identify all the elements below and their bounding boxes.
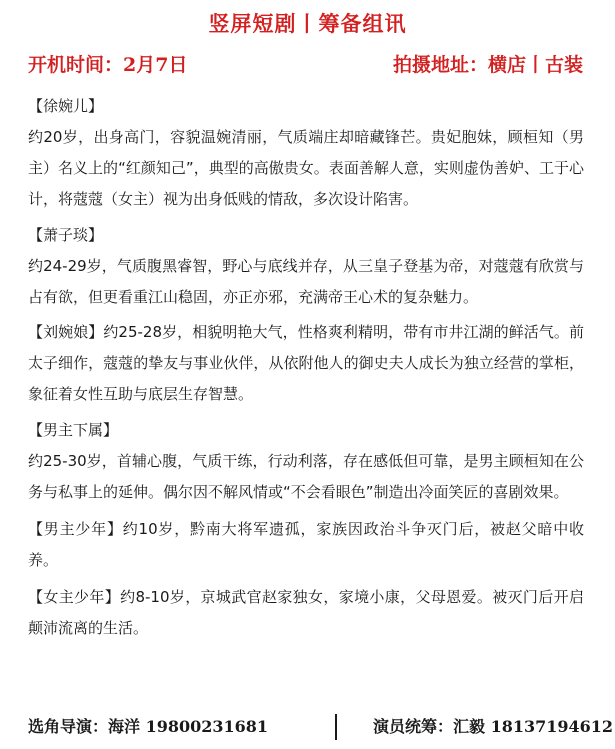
contact-footer xyxy=(28,714,614,744)
start-time: 开机时间：2月7日 xyxy=(28,54,188,76)
role-description-text: 约25-28岁，相貌明艳大气，性格爽利精明，带有市井江湖的鲜活气。前太子细作，蔻蔻的挚友与事业伙伴，从依附他人的御史夫人成长为独立经营的掌柜，象征着女性互助与底层生存智慧。 xyxy=(28,323,584,403)
role-list xyxy=(28,92,584,644)
shoot-location: 拍摄地址：横店丨古装 xyxy=(392,54,583,76)
role-description: 约24-29岁，气质腹黑睿智，野心与底线并存，从三皇子登基为帝，对蔻蔻有欣赏与占有欲，但更看重江山稳固，亦正亦邪，充满帝王心术的复杂魅力。 xyxy=(28,257,584,306)
role-description: 约20岁，出身高门，容貌温婉清丽，气质端庄却暗藏锋芒。贵妃胞妹，顾桓知（男主）名义上的“红颜知己”，典型的高傲贵女。表面善解人意，实则虚伪善妒、工于心计，将蔻蔻（女主）视为出身低贱的情敌，多次设计陷害。 xyxy=(28,128,584,208)
role-description-text: 约8-10岁，京城武官赵家独女，家境小康，父母恩爱。被灭门后开启颠沛流离的生活。 xyxy=(28,588,584,637)
footer-divider xyxy=(335,714,337,740)
role-section-xiao-ziyan xyxy=(28,221,584,313)
role-section-liu-wanniang xyxy=(28,317,584,410)
role-heading: 【萧子琰】 xyxy=(28,226,104,244)
role-heading: 【刘婉娘】 xyxy=(28,323,104,341)
role-description: 约25-30岁，首辅心腹，气质干练，行动利落，存在感低但可靠，是男主顾桓知在公务与私事上的延伸。偶尔因不解风情或“不会看眼色”制造出冷面笑匠的喜剧效果。 xyxy=(28,452,584,501)
shoot-info-row xyxy=(28,50,583,78)
role-description xyxy=(28,582,584,644)
role-section-young-female-lead xyxy=(28,582,584,644)
casting-director-contact: 选角导演：海洋 19800231681 xyxy=(28,717,269,736)
role-description xyxy=(28,514,584,576)
role-heading: 【男主少年】 xyxy=(28,520,123,538)
role-heading: 【徐婉儿】 xyxy=(28,97,104,115)
notice-title: 竖屏短剧丨筹备组讯 xyxy=(208,11,407,36)
role-heading: 【男主下属】 xyxy=(28,421,119,439)
role-section-male-lead-subordinate xyxy=(28,416,584,508)
role-section-young-male-lead xyxy=(28,514,584,576)
role-description-text: 约10岁，黔南大将军遗孤，家族因政治斗争灭门后，被赵父暗中收养。 xyxy=(28,520,584,569)
role-heading: 【女主少年】 xyxy=(28,588,121,606)
actor-coordinator-contact: 演员统筹：汇毅 18137194612 xyxy=(373,717,614,736)
role-description xyxy=(28,317,584,410)
role-section-xu-waner xyxy=(28,92,584,215)
